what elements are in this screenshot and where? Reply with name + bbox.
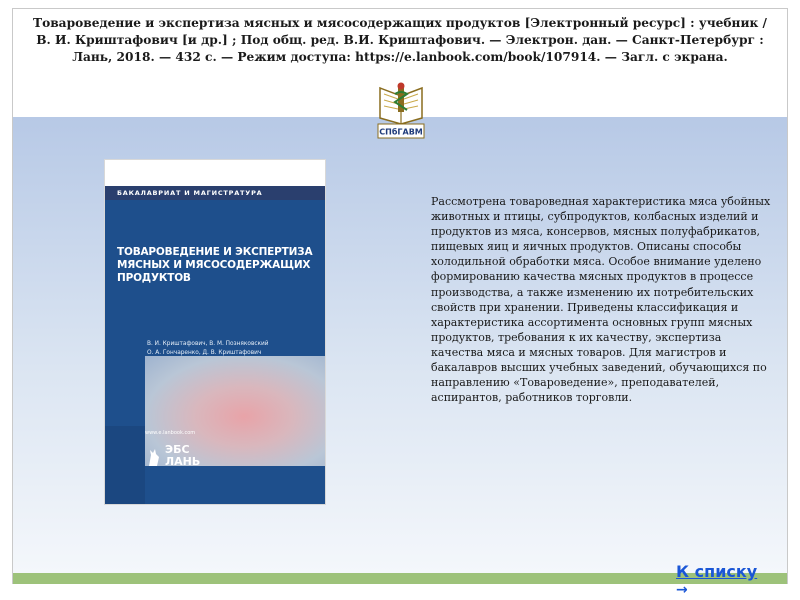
lan-logo-icon xyxy=(147,447,161,467)
back-to-list-link[interactable]: К списку xyxy=(676,562,758,581)
book-citation: Товароведение и экспертиза мясных и мясосодержащих продуктов [Электронный ресурс] : учебник / В. И. Криштафович [и др.] ; Под общ. ред. В.И. Криштафович. — Электрон. дан. — Санкт-Петербург : Лань, 2018. — 432 с. — Режим доступа: https://e.lanbook.com/book/107914. — Загл. с экрана. xyxy=(33,16,767,64)
cover-authors-line: В. И. Криштафович, В. М. Позняковский xyxy=(147,341,269,347)
bottom-bar xyxy=(13,573,787,584)
cover-ebs-line: ЭБС xyxy=(165,443,190,456)
cover-ebs-label xyxy=(165,444,225,468)
cover-top-strip xyxy=(105,160,325,186)
cover-url: www.e.lanbook.com xyxy=(145,430,196,436)
cover-series: БАКАЛАВРИАТ И МАГИСТРАТУРА xyxy=(105,186,325,200)
cover-authors-line: О. А. Гончаренко, Д. В. Криштафович xyxy=(147,350,262,356)
book-description: Рассмотрена товароведная характеристика мяса убойных животных и птицы, субпродуктов, колбасных изделий и продуктов из мяса, консервов, мясных полуфабрикатов, пищевых яиц и яичных продуктов. Описаны способы холодильной обработки мяса. Особое внимание уделено формированию качества мясных продуктов в процессе производства, а также изменению их потребительских свойств при хранении. Приведены классификация и характеристика ассортимента основных групп мясных продуктов, требования к их качеству, экспертиза качества мяса и мясных товаров. Для магистров и бакалавров высших учебных заведений, обучающихся по направлению «Товароведение», преподавателей, аспирантов, работников торговли. xyxy=(431,195,771,405)
university-emblem xyxy=(370,82,432,140)
emblem-label: СПбГАВМ xyxy=(379,127,423,137)
cover-title: ТОВАРОВЕДЕНИЕ И ЭКСПЕРТИЗА МЯСНЫХ И МЯСОСОДЕРЖАЩИХ ПРОДУКТОВ xyxy=(117,246,313,284)
book-cover xyxy=(105,160,325,504)
cover-ebs-line: ЛАНЬ xyxy=(165,455,201,468)
arrow-right-icon[interactable]: → xyxy=(676,582,688,598)
cover-bottom-block xyxy=(105,426,145,504)
